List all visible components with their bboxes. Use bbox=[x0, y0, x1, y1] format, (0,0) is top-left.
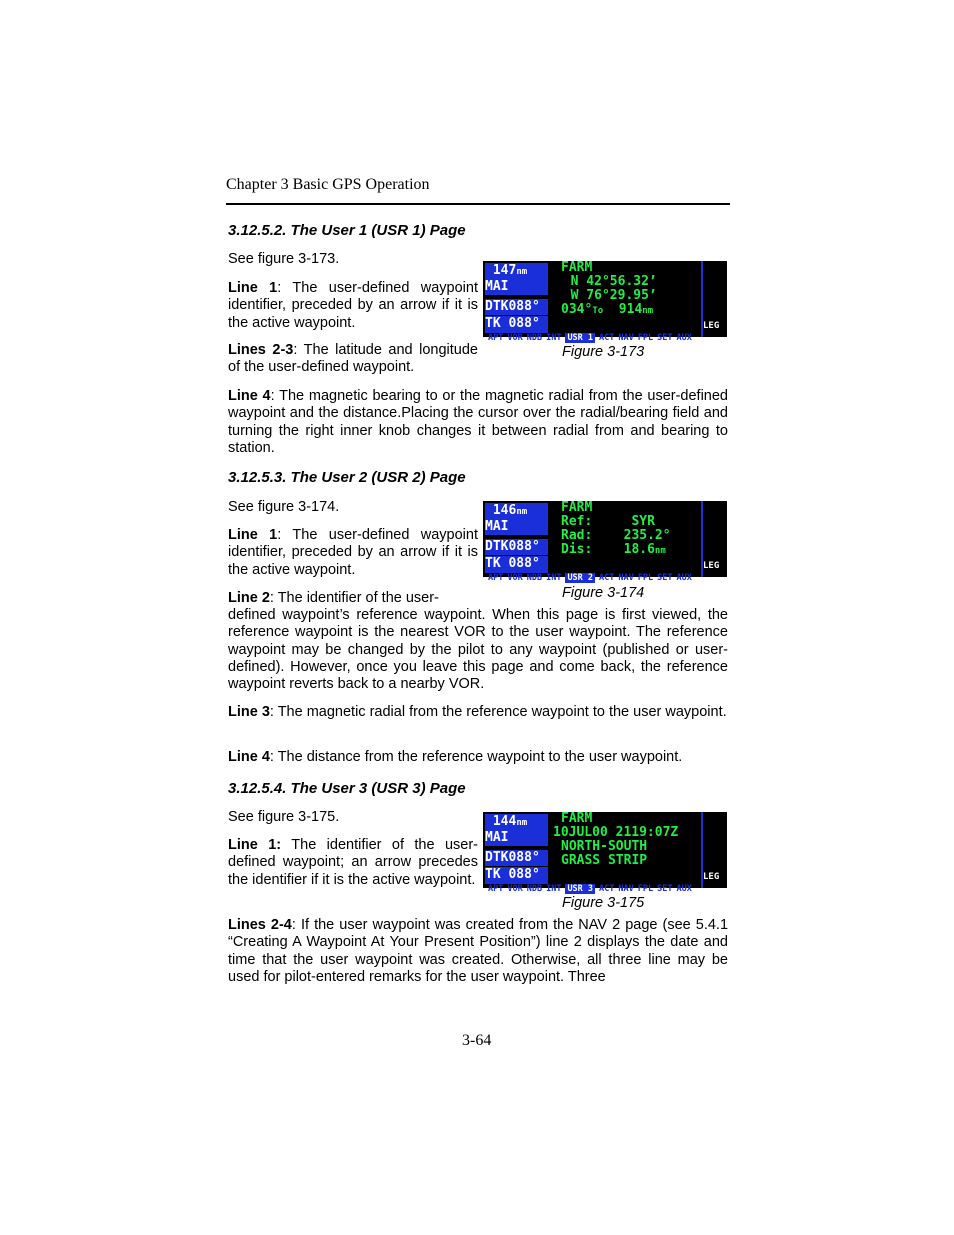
distance-cell bbox=[485, 503, 548, 519]
tab-set: SET bbox=[657, 573, 673, 583]
tab-vor: VOR bbox=[507, 333, 523, 343]
label: Lines 2-3 bbox=[228, 342, 294, 358]
tab-nav: NAV bbox=[618, 884, 634, 894]
waypoint-id: FARM bbox=[561, 500, 593, 515]
leg-label: LEG bbox=[703, 321, 720, 331]
see-figure-173: See figure 3-173. bbox=[228, 251, 340, 267]
right-panel bbox=[555, 501, 699, 577]
tab-int: INT bbox=[546, 573, 562, 583]
tab-fpl: FPL bbox=[637, 333, 654, 343]
tab-act: ACT bbox=[599, 573, 615, 583]
tab-apt: APT bbox=[488, 884, 504, 894]
label: Line 2 bbox=[228, 590, 270, 606]
text: : The distance from the reference waypoint to the user waypoint. bbox=[269, 749, 683, 765]
distance-unit: nm bbox=[516, 267, 528, 277]
right-panel bbox=[555, 261, 699, 337]
usr2-line1-paragraph bbox=[228, 527, 478, 579]
page-number: 3-64 bbox=[462, 1032, 492, 1049]
date-time: 10JUL00 2119:07Z bbox=[553, 825, 679, 840]
tab-fpl: FPL bbox=[637, 573, 654, 583]
tk-cell: TK 088° bbox=[485, 316, 548, 333]
tab-vor: VOR bbox=[507, 573, 523, 583]
leg-label: LEG bbox=[703, 561, 720, 571]
label: Line 4 bbox=[228, 749, 270, 765]
page-tabs-usr1 bbox=[488, 333, 696, 343]
tab-vor: VOR bbox=[507, 884, 523, 894]
text: : The user-defined waypoint identifier, preceded by an arrow if it is the active waypoint. bbox=[228, 527, 478, 578]
waypoint-cell: MAI bbox=[485, 830, 548, 846]
usr2-line3-paragraph bbox=[228, 704, 728, 721]
waypoint-id: FARM bbox=[561, 260, 593, 275]
tab-set: SET bbox=[657, 884, 673, 894]
distance-cell bbox=[485, 814, 548, 830]
distance bbox=[561, 543, 666, 559]
label: Line 1: bbox=[228, 837, 282, 853]
radial: Rad: 235.2° bbox=[561, 528, 671, 543]
tab-aux: AUX bbox=[676, 884, 692, 894]
page-tabs-usr2 bbox=[488, 573, 696, 583]
distance-unit: nm bbox=[516, 818, 528, 828]
waypoint-id: FARM bbox=[561, 811, 593, 826]
text: : The magnetic bearing to or the magnetic radial from the user-defined waypoint and the distance.Placing the cursor over the radial/bearing field and turning the right inner knob changes it between radial from and bearing to station. bbox=[228, 388, 728, 456]
right-panel bbox=[555, 812, 699, 888]
usr2-line2-paragraph-cont: defined waypoint’s reference waypoint. When this page is first viewed, the reference waypoint is the nearest VOR to the user waypoint. The reference waypoint may be changed by the pilot to any waypoint (published or user-defined). However, once you leave this page and come back, the reference waypoint reverts back to a nearby VOR. bbox=[228, 607, 728, 693]
figure-caption-173: Figure 3-173 bbox=[562, 344, 645, 360]
label: Line 1 bbox=[228, 280, 278, 296]
text: : If the user waypoint was created from the NAV 2 page (see 5.4.1 “Creating A Waypoint At Your Present Position”) line 2 displays the date and time that the user waypoint was created. Otherwise, all three line may be used for pilot-entered remarks for the user waypoint. Three bbox=[228, 917, 729, 985]
reference: Ref: SYR bbox=[561, 514, 655, 529]
usr2-line4-paragraph bbox=[228, 749, 728, 766]
tab-nav: NAV bbox=[618, 333, 634, 343]
tab-aux: AUX bbox=[676, 573, 692, 583]
tab-int: INT bbox=[546, 884, 562, 894]
latitude: N 42°56.32’ bbox=[555, 274, 657, 289]
waypoint-cell: MAI bbox=[485, 519, 548, 535]
gps-screen-usr3 bbox=[483, 812, 727, 888]
distance-cell bbox=[485, 263, 548, 279]
longitude: W 76°29.95’ bbox=[555, 288, 657, 303]
gps-screen-usr2 bbox=[483, 501, 727, 577]
distance-unit: nm bbox=[516, 507, 528, 517]
tk-cell: TK 088° bbox=[485, 867, 548, 884]
tab-set: SET bbox=[657, 333, 673, 343]
remark-line-2: GRASS STRIP bbox=[561, 853, 648, 868]
gps-screen-usr1 bbox=[483, 261, 727, 337]
tab-fpl: FPL bbox=[637, 884, 654, 894]
dtk-cell: DTK088° bbox=[485, 299, 548, 315]
tab-usr-selected: USR 1 bbox=[567, 333, 594, 343]
tab-int: INT bbox=[546, 333, 562, 343]
remark-line-1: NORTH-SOUTH bbox=[561, 839, 648, 854]
usr3-line1-paragraph bbox=[228, 837, 478, 889]
section-heading-usr3: 3.12.5.4. The User 3 (USR 3) Page bbox=[228, 780, 466, 797]
tab-act: ACT bbox=[599, 333, 615, 343]
unit: nm bbox=[654, 546, 666, 556]
usr1-line1-paragraph bbox=[228, 280, 478, 332]
tab-ndb: NDB bbox=[526, 573, 543, 583]
tab-ndb: NDB bbox=[526, 884, 543, 894]
tk-cell: TK 088° bbox=[485, 556, 548, 573]
text: The identifier of the user-defined waypoint; an arrow precedes the identifier if it is the active waypoint. bbox=[228, 837, 478, 888]
leg-label: LEG bbox=[703, 872, 720, 882]
figure-caption-174: Figure 3-174 bbox=[562, 585, 645, 601]
distance-value: 144 bbox=[492, 814, 517, 829]
distance-value: Dis: 18.6 bbox=[561, 542, 655, 557]
distance-value: 147 bbox=[492, 263, 517, 278]
section-heading-usr1: 3.12.5.2. The User 1 (USR 1) Page bbox=[228, 222, 466, 239]
distance-value: 146 bbox=[492, 503, 517, 518]
tab-usr-selected: USR 2 bbox=[567, 573, 594, 583]
left-panel bbox=[483, 501, 550, 577]
bearing: 034° bbox=[561, 302, 593, 317]
waypoint-cell: MAI bbox=[485, 279, 548, 295]
usr1-lines23-paragraph bbox=[228, 342, 478, 377]
tab-nav: NAV bbox=[618, 573, 634, 583]
section-heading-usr2: 3.12.5.3. The User 2 (USR 2) Page bbox=[228, 469, 466, 486]
figure-caption-175: Figure 3-175 bbox=[562, 895, 645, 911]
left-panel bbox=[483, 812, 550, 888]
chapter-header: Chapter 3 Basic GPS Operation bbox=[226, 176, 430, 193]
dtk-cell: DTK088° bbox=[485, 850, 548, 866]
tab-apt: APT bbox=[488, 333, 504, 343]
usr1-line4-paragraph bbox=[228, 388, 728, 457]
tab-usr-selected: USR 3 bbox=[567, 884, 594, 894]
see-figure-174: See figure 3-174. bbox=[228, 499, 340, 515]
text: : The identifier of the user- bbox=[269, 590, 439, 606]
header-rule bbox=[226, 203, 730, 205]
distance: 914 bbox=[603, 302, 643, 317]
label: Lines 2-4 bbox=[228, 917, 292, 933]
unit: nm bbox=[642, 306, 654, 316]
page-tabs-usr3 bbox=[488, 884, 696, 894]
usr2-line2-paragraph-start bbox=[228, 590, 478, 607]
see-figure-175: See figure 3-175. bbox=[228, 809, 340, 825]
text: : The user-defined waypoint identifier, preceded by an arrow if it is the active waypoint. bbox=[228, 280, 478, 331]
tab-ndb: NDB bbox=[526, 333, 543, 343]
label: Line 4 bbox=[228, 388, 271, 404]
tab-aux: AUX bbox=[676, 333, 692, 343]
bearing-distance bbox=[561, 303, 653, 319]
label: Line 1 bbox=[228, 527, 278, 543]
dtk-cell: DTK088° bbox=[485, 539, 548, 555]
tab-apt: APT bbox=[488, 573, 504, 583]
usr3-lines24-paragraph bbox=[228, 917, 728, 986]
tab-act: ACT bbox=[599, 884, 615, 894]
text: : The latitude and longitude of the user-defined waypoint. bbox=[228, 342, 478, 376]
text: : The magnetic radial from the reference waypoint to the user waypoint. bbox=[269, 704, 727, 720]
left-panel bbox=[483, 261, 550, 337]
label: Line 3 bbox=[228, 704, 270, 720]
to-from: To bbox=[592, 306, 604, 316]
